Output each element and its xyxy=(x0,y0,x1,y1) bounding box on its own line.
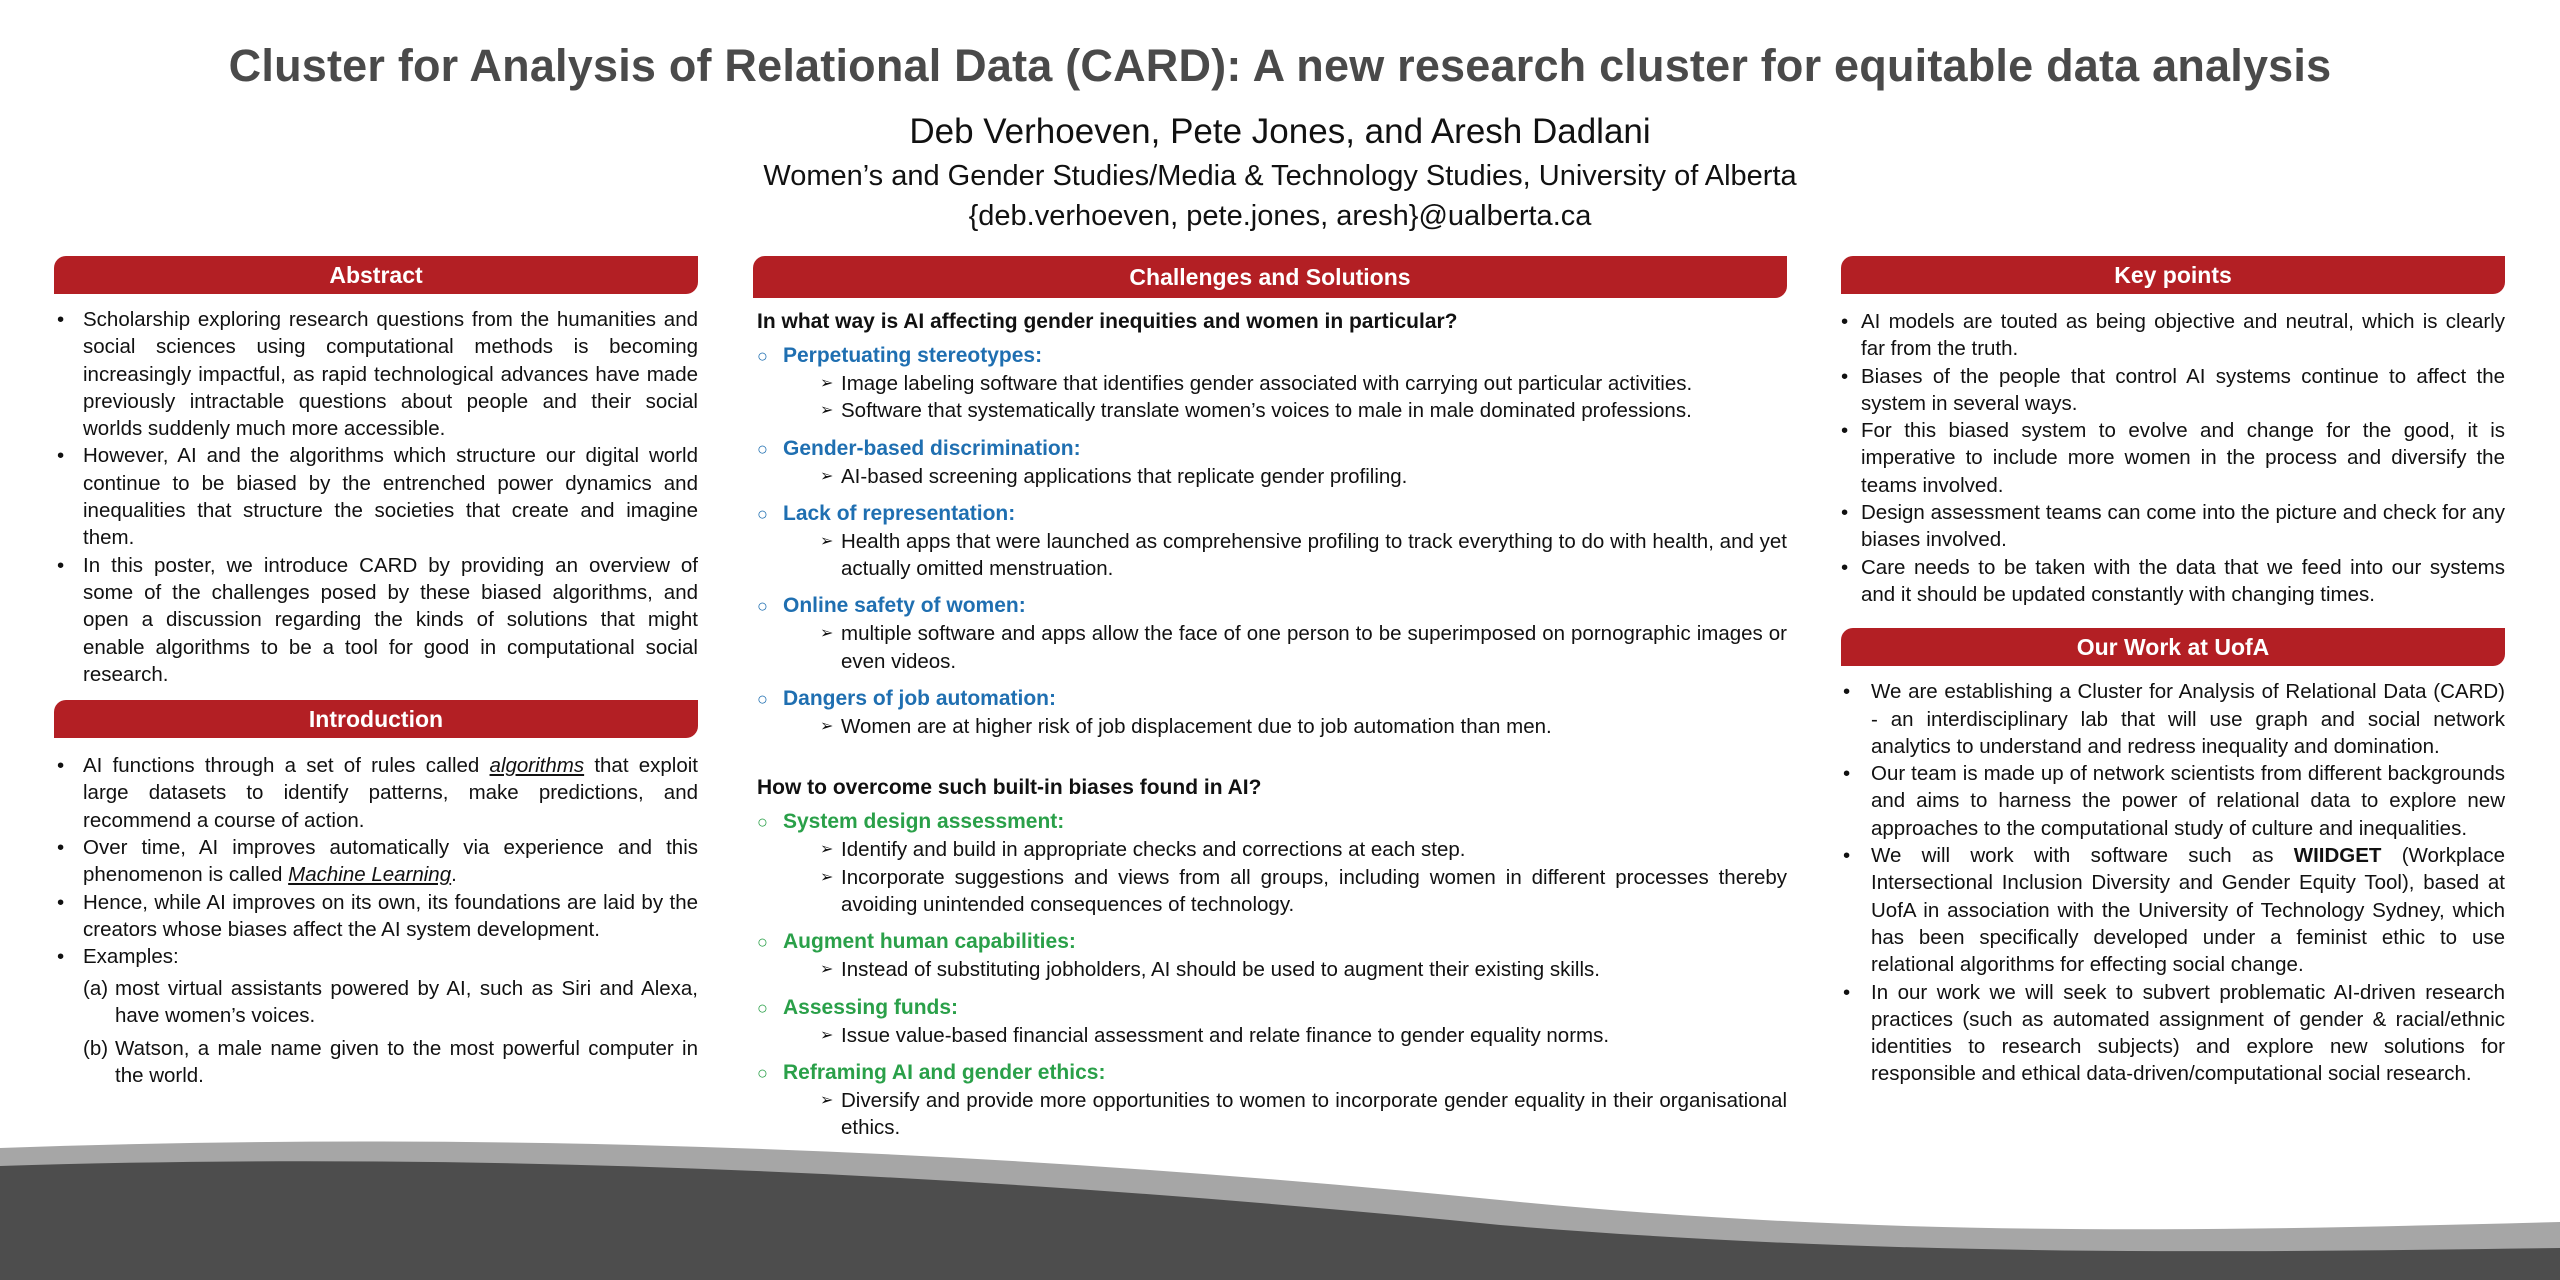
solution-points xyxy=(757,1022,1787,1049)
key-points-heading: Key points xyxy=(1841,256,2505,294)
challenge-title xyxy=(757,500,1787,528)
circle-bullet-icon: ○ xyxy=(757,689,768,710)
challenge-block xyxy=(757,685,1787,740)
introduction-item xyxy=(54,834,698,889)
challenge-block xyxy=(757,592,1787,675)
challenge-title xyxy=(757,685,1787,713)
question-1: In what way is AI affecting gender inequities and women in particular? xyxy=(757,310,1458,333)
poster-authors: Deb Verhoeven, Pete Jones, and Aresh Dadlani xyxy=(909,112,1651,151)
solution-points xyxy=(757,956,1787,983)
intro-text: that exploit large datasets to identify patterns, make predictions, and recommend a course of action. xyxy=(83,754,698,832)
our-work-item xyxy=(1841,842,2505,978)
circle-bullet-icon: ○ xyxy=(757,812,768,833)
left-column xyxy=(54,256,698,1096)
key-point-item: • Care needs to be taken with the data that we feed into our systems and it should be updated constantly with changing times. xyxy=(1841,554,2505,609)
challenge-points xyxy=(757,620,1787,675)
key-points-list xyxy=(1841,308,2505,608)
solution-title-text: System design assessment: xyxy=(783,810,1065,834)
machine-learning-term: Machine Learning xyxy=(288,863,452,887)
challenge-point: ➢ multiple software and apps allow the face of one person to be superimposed on pornographic images or even videos. xyxy=(820,620,1787,675)
challenge-title-text: Perpetuating stereotypes: xyxy=(783,344,1043,367)
poster-email: {deb.verhoeven, pete.jones, aresh}@ualberta.ca xyxy=(968,200,1592,232)
challenge-points xyxy=(757,463,1787,490)
abstract-item: • Scholarship exploring research questions from the humanities and social sciences using computational methods is becoming increasingly impactful, as rapid technological advances have made previously intractable questions about people and their social worlds suddenly much more accessible. xyxy=(54,306,698,442)
circle-bullet-icon: ○ xyxy=(757,438,768,459)
abstract-item: • In this poster, we introduce CARD by providing an overview of some of the challenges posed by these biased algorithms, and open a discussion regarding the kinds of solutions that might enable algorithms to be a tool for good in computational social research. xyxy=(54,552,698,688)
key-point-item: • For this biased system to evolve and change for the good, it is imperative to include more women in the process and diversify the teams involved. xyxy=(1841,417,2505,499)
solution-block xyxy=(757,928,1787,983)
wiidget-name: WIIDGET xyxy=(2293,844,2382,868)
right-column xyxy=(1841,256,2505,1102)
solution-title-text: Augment human capabilities: xyxy=(783,930,1076,954)
challenge-point: ➢ Health apps that were launched as comprehensive profiling to track everything to do with health, and yet actually omitted menstruation. xyxy=(820,528,1787,583)
footer-wave-dark xyxy=(0,1161,2560,1280)
solution-point: ➢ Instead of substituting jobholders, AI should be used to augment their existing skills. xyxy=(820,956,1787,983)
our-work-text: (Workplace Intersectional Inclusion Diversity and Gender Equity Tool), based at UofA in association with the University of Technology Sydney, which has been specifically developed under a feminist ethic to use relational algorithms for effecting social change. xyxy=(1871,844,2505,977)
circle-bullet-icon: ○ xyxy=(757,997,768,1018)
our-work-list xyxy=(1841,678,2505,1087)
abstract-list xyxy=(54,306,698,688)
example-text: most virtual assistants powered by AI, such as Siri and Alexa, have women’s voices. xyxy=(115,976,698,1027)
algorithms-term: algorithms xyxy=(489,754,585,778)
solution-point: ➢ Identify and build in appropriate checks and corrections at each step. xyxy=(820,836,1787,863)
circle-bullet-icon: ○ xyxy=(757,503,768,524)
introduction-item: • Hence, while AI improves on its own, its foundations are laid by the creators whose biases affect the AI system development. xyxy=(54,889,698,944)
solution-point: ➢ Diversify and provide more opportunities to women to incorporate gender equality in their organisational ethics. xyxy=(820,1087,1787,1142)
our-work-text: We will work with software such as xyxy=(1871,844,2294,868)
challenge-title-text: Online safety of women: xyxy=(783,594,1026,618)
introduction-list xyxy=(54,752,698,970)
challenge-point: ➢ Software that systematically translate women’s voices to male in male dominated professions. xyxy=(820,397,1787,424)
challenge-point: ➢ AI-based screening applications that replicate gender profiling. xyxy=(820,463,1787,490)
solution-title-text: Reframing AI and gender ethics: xyxy=(783,1060,1106,1084)
challenge-title-text: Lack of representation: xyxy=(783,501,1016,525)
solution-title xyxy=(757,808,1787,836)
our-work-item: • Our team is made up of network scientists from different backgrounds and aims to harness the power of relational data to explore new approaches to the computational study of culture and inequalities. xyxy=(1841,760,2505,842)
solution-block xyxy=(757,808,1787,918)
circle-bullet-icon: ○ xyxy=(757,932,768,953)
challenge-points xyxy=(757,528,1787,583)
solution-block xyxy=(757,994,1787,1049)
abstract-item: • However, AI and the algorithms which structure our digital world continue to be biased by the entrenched power dynamics and inequalities that structure the societies that create and imagine them. xyxy=(54,442,698,551)
solution-title xyxy=(757,928,1787,956)
solution-points xyxy=(757,836,1787,918)
circle-bullet-icon: ○ xyxy=(757,596,768,617)
our-work-item: • In our work we will seek to subvert problematic AI-driven research practices (such as automated assignment of gender & racial/ethnic identities to research subjects) and explore new solutions for responsible and ethical data-driven/computational social research. xyxy=(1841,979,2505,1088)
challenge-block xyxy=(757,435,1787,490)
solution-title xyxy=(757,1059,1787,1087)
solution-title xyxy=(757,994,1787,1022)
challenge-title xyxy=(757,592,1787,620)
key-point-item: • Biases of the people that control AI systems continue to affect the system in several ways. xyxy=(1841,363,2505,418)
circle-bullet-icon: ○ xyxy=(757,346,768,366)
example-marker: (a) xyxy=(83,976,109,1000)
challenge-block xyxy=(757,342,1787,425)
poster-affiliation: Women’s and Gender Studies/Media & Technology Studies, University of Alberta xyxy=(763,160,1797,192)
intro-text: Over time, AI improves automatically via experience and this phenomenon is called xyxy=(83,836,698,887)
poster-title: Cluster for Analysis of Relational Data (CARD): A new research cluster for equitable data analysis xyxy=(228,40,2332,91)
challenge-point: ➢ Image labeling software that identifies gender associated with carrying out particular activities. xyxy=(820,370,1787,397)
our-work-heading: Our Work at UofA xyxy=(1841,628,2505,666)
key-point-item: • AI models are touted as being objective and neutral, which is clearly far from the truth. xyxy=(1841,308,2505,363)
solution-point: ➢ Incorporate suggestions and views from all groups, including women in different processes thereby avoiding unintended consequences of technology. xyxy=(820,864,1787,919)
key-point-item: • Design assessment teams can come into the picture and check for any biases involved. xyxy=(1841,499,2505,554)
solution-point: ➢ Issue value-based financial assessment and relate finance to gender equality norms. xyxy=(820,1022,1787,1049)
abstract-heading: Abstract xyxy=(54,256,698,294)
intro-text: . xyxy=(451,863,457,887)
question-2: How to overcome such built-in biases found in AI? xyxy=(757,776,1262,800)
our-work-item: • We are establishing a Cluster for Analysis of Relational Data (CARD) - an interdisciplinary lab that will use graph and social network analytics to understand and redress inequality and domination. xyxy=(1841,678,2505,760)
circle-bullet-icon: ○ xyxy=(757,1062,768,1083)
example-text: Watson, a male name given to the most powerful computer in the world. xyxy=(115,1037,698,1088)
challenge-points xyxy=(757,713,1787,740)
examples-list xyxy=(83,975,698,1090)
example-item xyxy=(83,975,698,1030)
example-item xyxy=(83,1035,698,1090)
spacer xyxy=(753,750,1787,768)
solution-title-text: Assessing funds: xyxy=(783,995,959,1019)
introduction-heading: Introduction xyxy=(54,700,698,738)
challenge-point: ➢ Women are at higher risk of job displacement due to job automation than men. xyxy=(820,713,1787,740)
challenge-title xyxy=(757,435,1787,463)
middle-column xyxy=(753,256,1787,1151)
challenge-title xyxy=(757,342,1787,370)
introduction-item: • Examples: xyxy=(54,943,698,970)
challenge-block xyxy=(757,500,1787,583)
footer-wave xyxy=(0,1130,2560,1280)
introduction-item xyxy=(54,752,698,834)
challenge-title-text: Dangers of job automation: xyxy=(783,687,1056,711)
challenges-heading: Challenges and Solutions xyxy=(753,256,1787,298)
challenge-points xyxy=(757,370,1787,425)
example-marker: (b) xyxy=(83,1037,109,1061)
intro-text: AI functions through a set of rules called xyxy=(83,754,490,778)
challenge-title-text: Gender-based discrimination: xyxy=(783,436,1081,460)
